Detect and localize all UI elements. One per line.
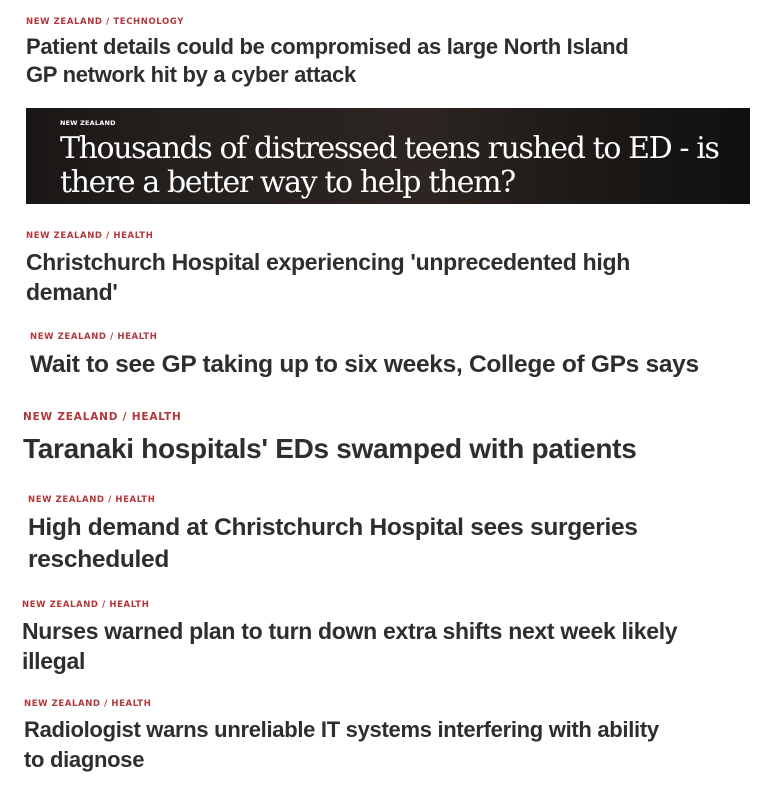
headline-line: Patient details could be compromised as large North Island bbox=[26, 34, 629, 59]
article-headline-link[interactable] bbox=[23, 431, 763, 467]
headline-line: demand' bbox=[26, 279, 118, 305]
article-headline-link[interactable] bbox=[22, 616, 762, 676]
headline-line: Taranaki hospitals' EDs swamped with patients bbox=[23, 433, 637, 464]
article-headline-link[interactable] bbox=[26, 33, 746, 89]
article-headline-link[interactable] bbox=[26, 247, 746, 307]
headline-line: Nurses warned plan to turn down extra shifts next week likely bbox=[22, 618, 678, 644]
headline-line: rescheduled bbox=[28, 546, 170, 573]
section-label[interactable]: NEW ZEALAND / TECHNOLOGY bbox=[26, 17, 184, 27]
article-headline-link[interactable] bbox=[24, 715, 764, 775]
headline-line: Radiologist warns unreliable IT systems interfering with ability bbox=[24, 717, 659, 742]
article-radiologist-it[interactable] bbox=[24, 699, 764, 775]
headline-line: Christchurch Hospital experiencing 'unprecedented high bbox=[26, 249, 630, 275]
headline-line: GP network hit by a cyber attack bbox=[26, 62, 356, 87]
section-label[interactable]: NEW ZEALAND / HEALTH bbox=[28, 495, 156, 505]
feature-headline-link[interactable] bbox=[60, 132, 740, 200]
article-cyber-attack[interactable] bbox=[26, 17, 746, 89]
article-nurses-shifts[interactable] bbox=[22, 600, 762, 676]
headline-line: Wait to see GP taking up to six weeks, College of GPs says bbox=[30, 351, 699, 378]
article-christchurch-demand[interactable] bbox=[26, 231, 746, 307]
article-gp-wait[interactable] bbox=[30, 332, 770, 381]
article-taranaki-eds[interactable] bbox=[23, 411, 763, 467]
headline-line: illegal bbox=[22, 648, 86, 674]
headline-line: Thousands of distressed teens rushed to ED - is bbox=[60, 131, 719, 166]
section-label[interactable]: NEW ZEALAND / HEALTH bbox=[23, 411, 182, 423]
section-label[interactable]: NEW ZEALAND / HEALTH bbox=[24, 699, 152, 709]
article-headline-link[interactable] bbox=[30, 349, 770, 381]
headline-line: High demand at Christchurch Hospital sees surgeries bbox=[28, 514, 638, 541]
headline-line: there a better way to help them? bbox=[60, 165, 515, 200]
headline-line: to diagnose bbox=[24, 747, 145, 772]
section-label[interactable]: NEW ZEALAND / HEALTH bbox=[22, 600, 150, 610]
feature-article-distressed-teens[interactable] bbox=[26, 108, 750, 204]
section-label[interactable]: NEW ZEALAND / HEALTH bbox=[30, 332, 158, 342]
section-label[interactable]: NEW ZEALAND bbox=[60, 119, 116, 127]
article-headline-link[interactable] bbox=[28, 512, 748, 576]
section-label[interactable]: NEW ZEALAND / HEALTH bbox=[26, 231, 154, 241]
article-surgeries-rescheduled[interactable] bbox=[28, 495, 748, 576]
